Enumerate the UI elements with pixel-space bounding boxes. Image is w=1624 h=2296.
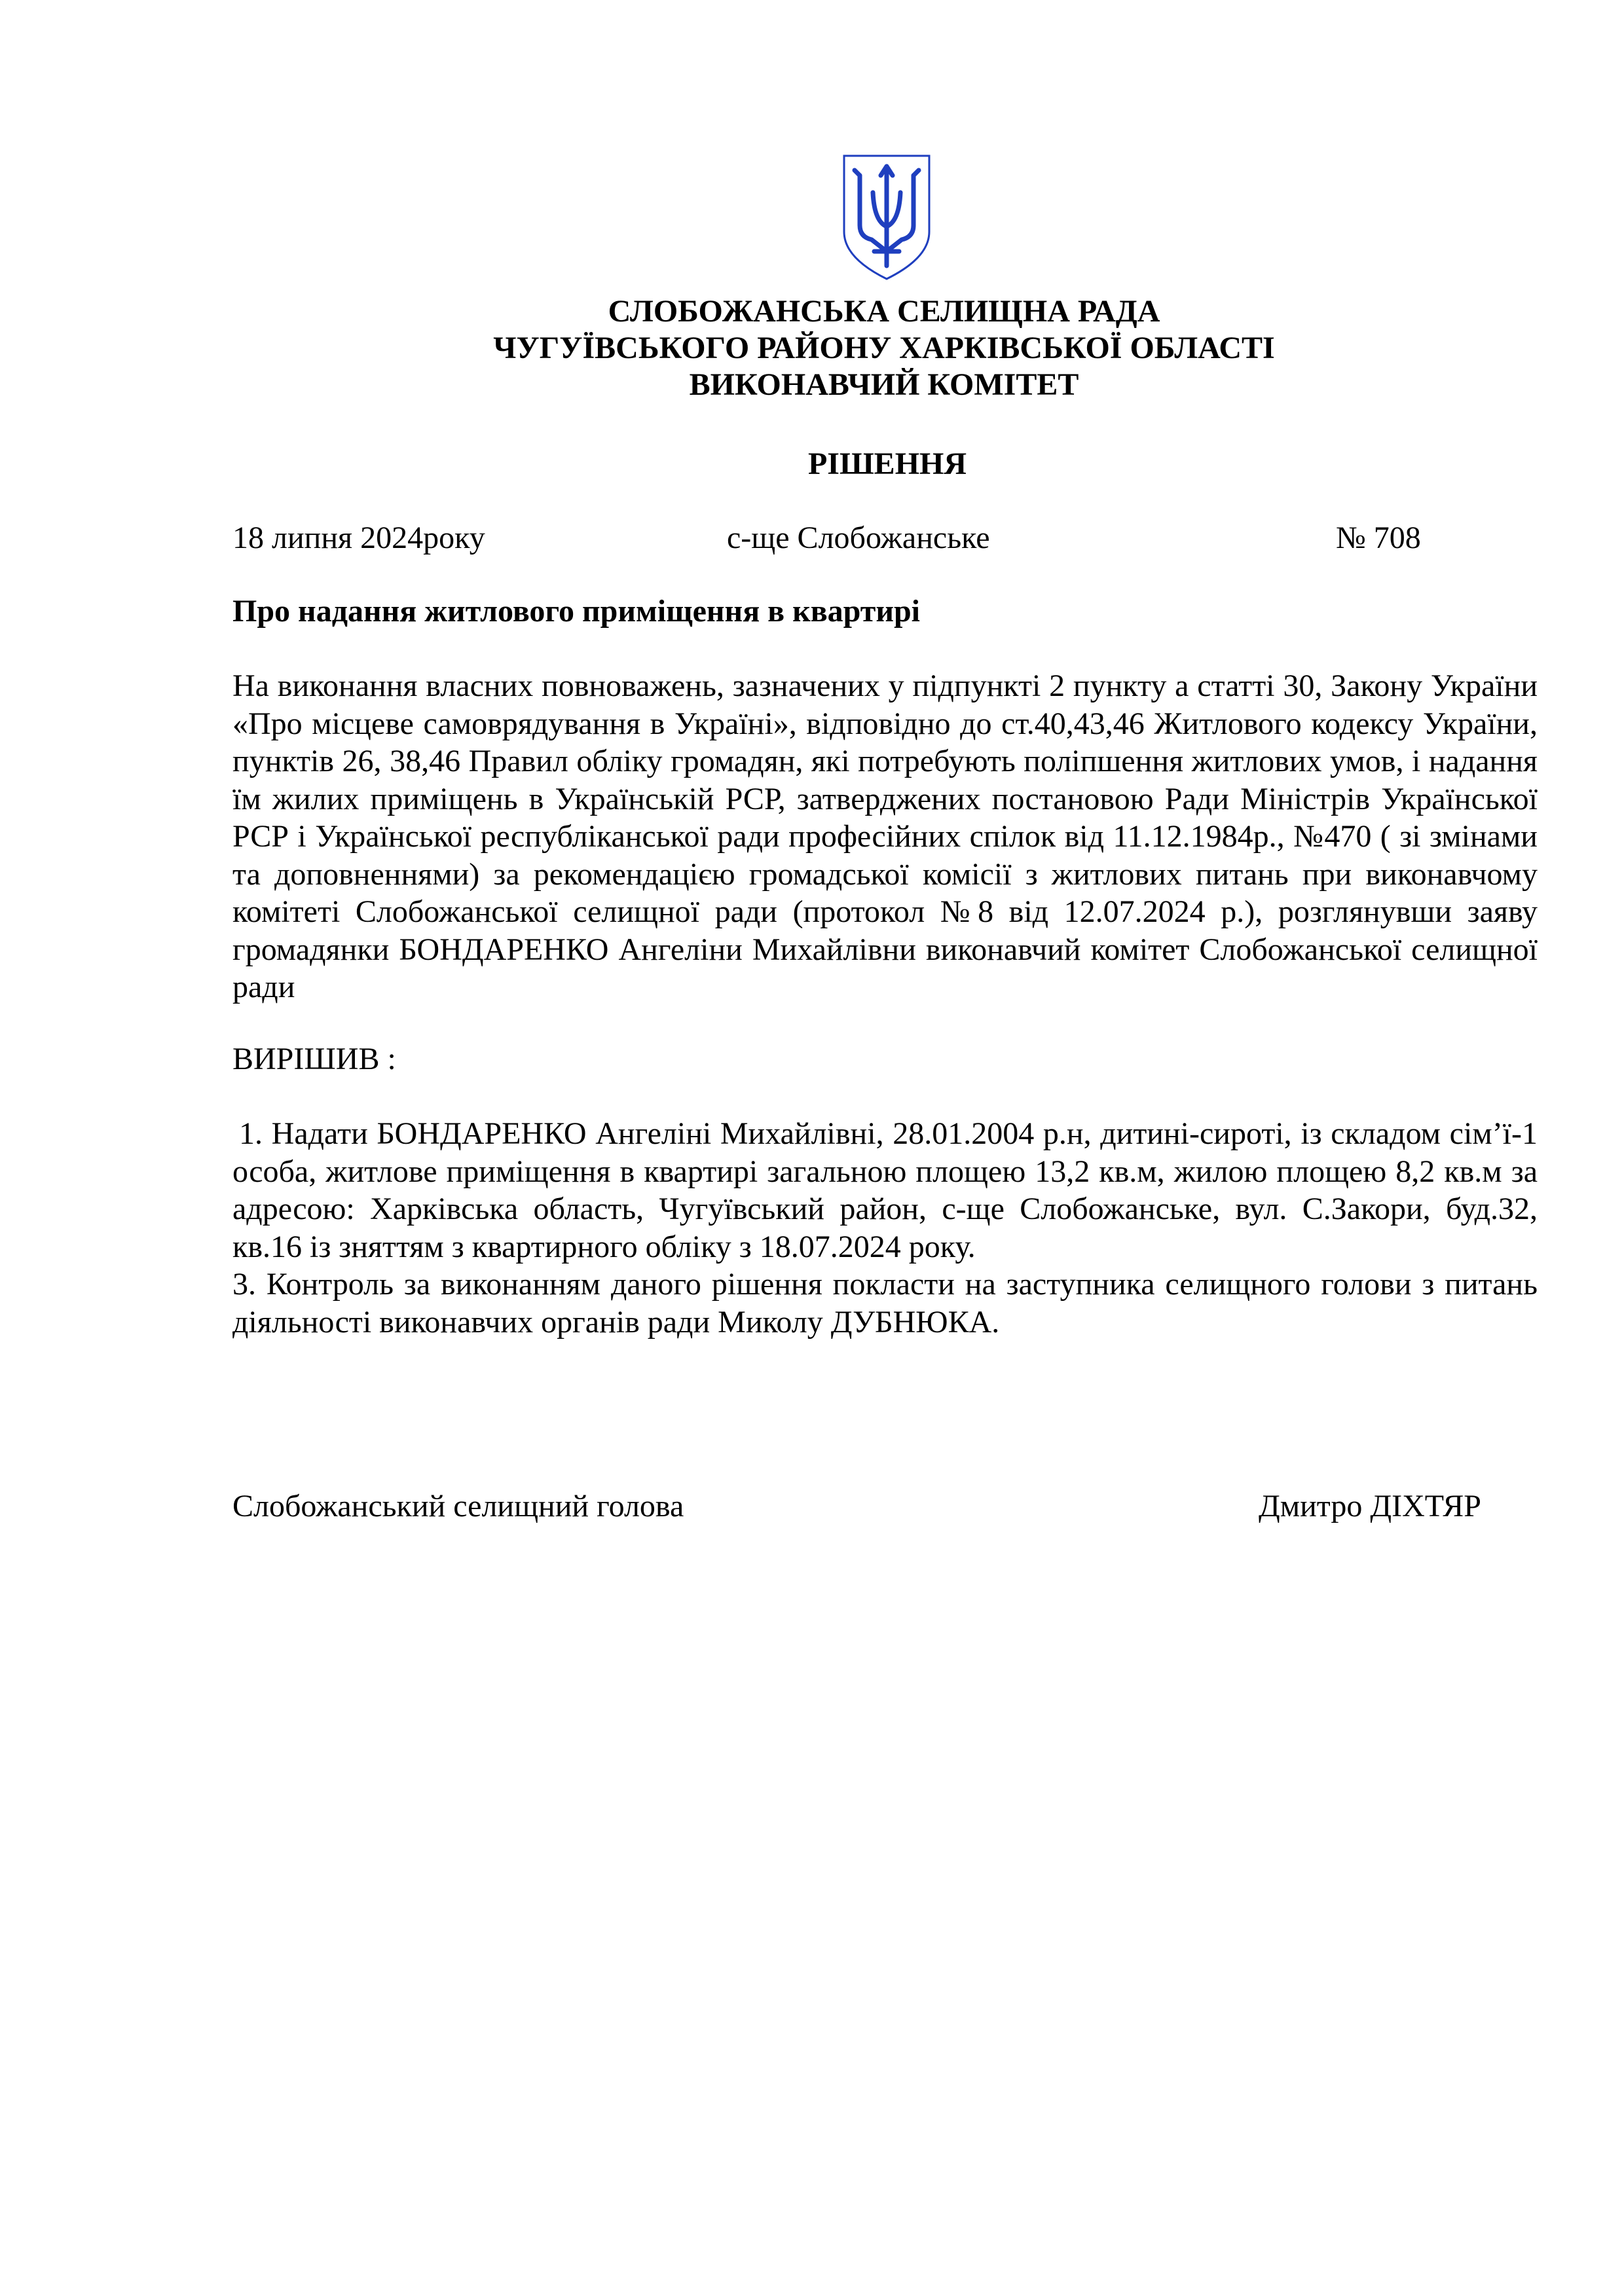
signatory-name: Дмитро ДІХТЯР xyxy=(1259,1489,1481,1523)
decision-item: 1. Надати БОНДАРЕНКО Ангеліні Михайлівні, 28.01.2004 р.н, дитині-сироті, із складом сім’ї-1 особа, житлове приміщення в квартирі загальною площею 13,2 кв.м, жилою площею 8,2 кв.м за адресою: Харківська область, Чугуївський район, с-ще Слобожанське, вул. С.Закори, буд.32, кв.16 із зняттям з квартирного обліку з 18.07.2024 року. xyxy=(232,1116,1538,1264)
council-name: СЛОБОЖАНСЬКА СЕЛИЩНА РАДА xyxy=(608,294,1160,329)
executive-committee-name: ВИКОНАВЧИЙ КОМІТЕТ xyxy=(689,367,1079,402)
decision-number: № 708 xyxy=(1336,520,1421,555)
preamble-paragraph: На виконання власних повноважень, зазначених у підпункті 2 пункту а статті 30, Закону України «Про місцеве самоврядування в Україні», відповідно до ст.40,43,46 Житлового кодексу України, пунктів 26, 38,46 Правил обліку громадян, які потребують поліпшення житлових умов, і надання їм жилих приміщень в Українській РСР, затверджених постановою Ради Міністрів Української РСР і Української республіканської ради професійних спілок від 11.12.1984р., №470 ( зі змінами та доповненнями) за рекомендацією громадської комісії з житлових питань при виконавчому комітеті Слобожанської селищної ради (протокол №8 від 12.07.2024 р.), розглянувши заяву громадянки БОНДАРЕНКО Ангеліни Михайлівни виконавчий комітет Слобожанської селищної ради xyxy=(232,668,1538,1004)
document-type-title: РІШЕННЯ xyxy=(807,446,967,481)
decision-subject: Про надання житлового приміщення в квартирі xyxy=(232,594,920,629)
decision-items xyxy=(232,1115,1538,1341)
decision-place: с-ще Слобожанське xyxy=(727,520,990,555)
decision-date: 18 липня 2024року xyxy=(232,520,485,555)
decision-item: 3. Контроль за виконанням даного рішення покласти на заступника селищного голови з питань діяльності виконавчих органів ради Миколу ДУБНЮКА. xyxy=(232,1267,1538,1339)
tryzub-coat-of-arms-icon xyxy=(841,153,932,282)
signatory-position: Слобожанський селищний голова xyxy=(232,1489,684,1523)
decided-label: ВИРІШИВ : xyxy=(232,1042,396,1076)
district-region-name: ЧУГУЇВСЬКОГО РАЙОНУ ХАРКІВСЬКОЇ ОБЛАСТІ xyxy=(493,331,1275,365)
